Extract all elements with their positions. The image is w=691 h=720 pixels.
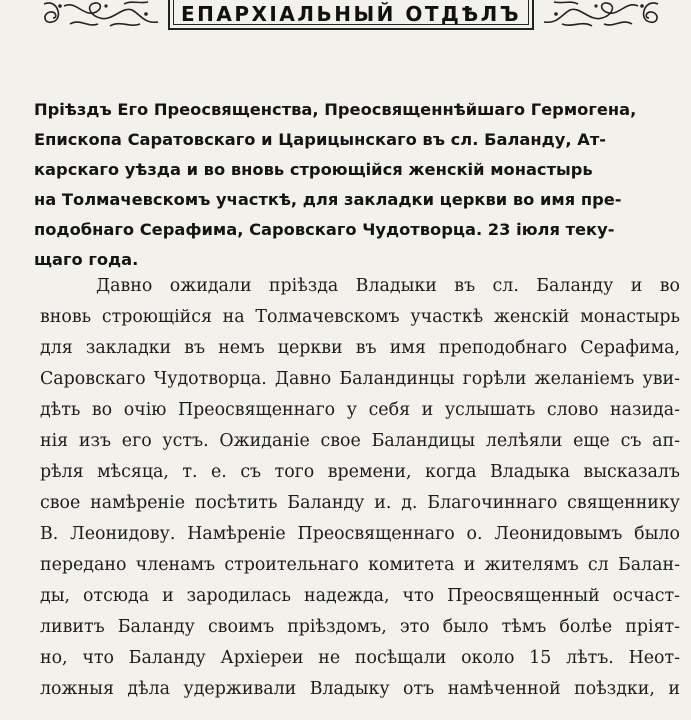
article-body [40, 271, 680, 705]
body-line: передано членамъ строительнаго комитета и жителямъ сл Балан- [40, 555, 680, 575]
body-line: для закладки въ немъ церкви въ имя преподобнаго Серафима, [40, 338, 680, 358]
ornament-right-icon [542, 0, 662, 30]
body-line: Саровскаго Чудотворца. Давно Баландинцы горѣли желаніемъ уви- [40, 369, 680, 389]
headline-line: подобнаго Серафима, Саровскаго Чудотворца. 23 іюля теку- [34, 220, 615, 239]
headline-line: на Толмачевскомъ участкѣ, для закладки церкви во имя пре- [34, 190, 622, 209]
headline-line: щаго года. [34, 250, 139, 269]
body-line: Давно ожидали пріѣзда Владыки въ сл. Баланду и во [96, 276, 680, 296]
body-line: ды, отсюда и зародилась надежда, что Преосвященный осчаст- [40, 586, 680, 606]
headline-line: Пріѣздъ Его Преосвященства, Преосвященнѣйшаго Гермогена, [34, 100, 637, 119]
body-line: ливитъ Баланду своимъ пріѣздомъ, это было тѣмъ болѣе пріят- [40, 617, 680, 637]
body-line: свое намѣреніе посѣтить Баланду и. д. Благочиннаго священнику [40, 493, 680, 513]
body-line: ложныя дѣла удерживали Владыку отъ намѣченной поѣздки, и [40, 679, 680, 699]
ornament-left-icon [40, 0, 160, 30]
section-title: ЕПАРХІАЛЬНЫЙ ОТДѢЛЪ [180, 2, 522, 26]
body-line: вновь строющійся на Толмачевскомъ участкѣ женскій монастырь [40, 307, 680, 327]
article-headline [34, 95, 678, 275]
headline-line: карскаго уѣзда и во вновь строющійся женскій монастырь [34, 160, 593, 179]
headline-line: Епископа Саратовскаго и Царицынскаго въ сл. Баланду, Ат- [34, 130, 607, 149]
body-line: В. Леонидову. Намѣреніе Преосвященнаго о. Леонидовымъ было [40, 524, 680, 544]
body-line: рѣля мѣсяца, т. е. съ того времени, когда Владыка высказалъ [40, 462, 680, 482]
body-line: но, что Баланду Архіереи не посѣщали около 15 лѣтъ. Неот- [40, 648, 680, 668]
body-line: дѣть во очію Преосвященнаго у себя и услышать слово назида- [40, 400, 680, 420]
section-header [40, 0, 662, 30]
section-title-box [168, 0, 534, 30]
body-line: нія изъ его устъ. Ожиданіе свое Баландицы лелѣяли еще съ ап- [40, 431, 680, 451]
